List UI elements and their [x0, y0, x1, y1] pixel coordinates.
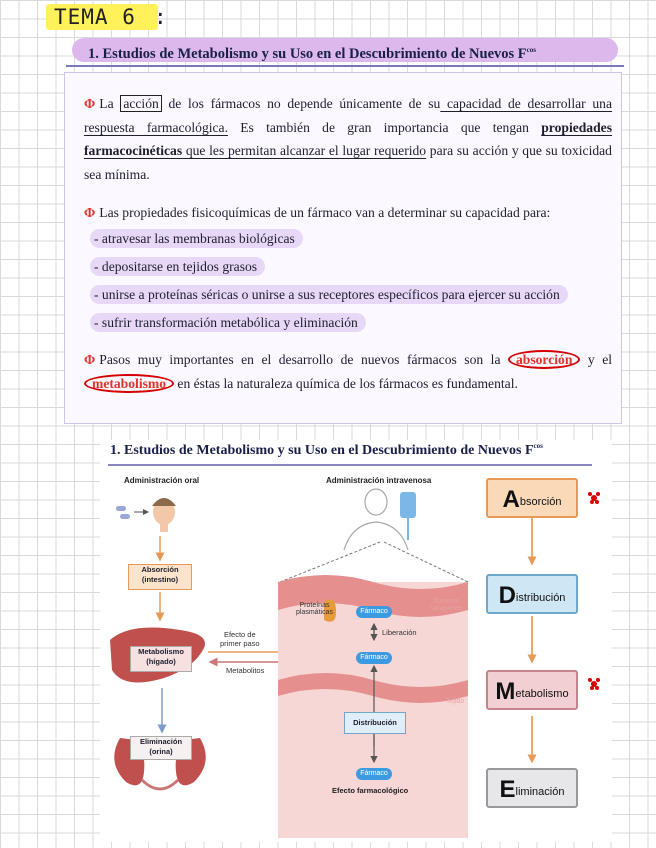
- adme-absorcion: [486, 478, 578, 518]
- tema-label: TEMA 6: [54, 5, 136, 29]
- phi-bullet-icon: Φ: [84, 96, 96, 111]
- p3-text-1: Pasos muy importantes en el desarrollo de nuevos fármacos son la: [99, 352, 508, 367]
- farmaco-pill: Fármaco: [356, 768, 392, 780]
- section-title: [72, 38, 618, 62]
- p2-text: Las propiedades fisicoquímicas de un fármaco van a determinar su capacidad para:: [99, 205, 551, 220]
- admin-oral-label: Administración oral: [124, 476, 200, 485]
- adme-metabolismo: [486, 670, 578, 710]
- p1-text-2: de los fármacos no depende únicamente de su: [161, 96, 441, 111]
- phi-bullet-icon: Φ: [84, 352, 96, 367]
- iv-bag-icon: [400, 492, 416, 540]
- adme-rest: etabolismo: [515, 688, 569, 700]
- p3-text-3: en éstas la naturaleza química de los fármacos es fundamental.: [174, 375, 518, 391]
- absorcion-box: Absorción (intestino): [128, 564, 192, 590]
- paragraph-accion: [84, 92, 612, 186]
- vessel-zoom: [278, 582, 468, 838]
- section-title-text: 1. Estudios de Metabolismo y su Uso en el Descubrimiento de Nuevos F: [88, 46, 527, 62]
- absorcion-circled: absorción: [508, 350, 580, 369]
- p1-text-3: Es también de gran importancia que tengan: [227, 119, 542, 135]
- figure-title-sup: cos: [533, 442, 543, 450]
- liberacion-label: Liberación: [382, 628, 417, 637]
- metabolitos-label: Metabolitos: [226, 666, 265, 675]
- adme-letter: M: [495, 678, 516, 705]
- adme-distribucion: [486, 574, 578, 614]
- list-item: - sufrir transformación metabólica y eliminación: [90, 313, 366, 332]
- adme-rest: bsorción: [519, 496, 562, 508]
- tema-highlight: [46, 4, 158, 30]
- adme-figure: [100, 440, 612, 842]
- adme-letter: D: [498, 582, 516, 609]
- pills-icon: [116, 506, 130, 519]
- head-icon: [152, 498, 176, 532]
- admin-iv-label: Administración intravenosa: [326, 476, 432, 485]
- adme-rest: istribución: [515, 592, 566, 604]
- tejido-label: Tejido: [446, 698, 465, 705]
- p1-underlined: capacidad de desarrollar una respuesta farmacológica.: [84, 96, 612, 135]
- distribucion-box: Distribución: [344, 712, 406, 734]
- list-item: - unirse a proteínas séricas o unirse a sus receptores específicos para ejercer su acción: [90, 285, 568, 304]
- person-iv-icon: [344, 489, 408, 550]
- paragraph-pasos: [84, 348, 612, 395]
- p3-text-2: y el: [580, 352, 613, 367]
- proteinas-label: Proteínas plasmáticas: [296, 602, 333, 616]
- adme-eliminacion: [486, 768, 578, 808]
- section-title-sup: cos: [526, 46, 536, 54]
- red-star-icon: [588, 678, 600, 690]
- efecto-primer-paso-label: Efecto de primer paso: [220, 630, 260, 648]
- title-rule: [66, 65, 624, 67]
- farmaco-pill: Fármaco: [356, 606, 392, 618]
- red-star-icon: [588, 492, 600, 504]
- p1-text-4: que les permitan alcanzar el lugar requerido: [182, 143, 427, 159]
- phi-bullet-icon: Φ: [84, 205, 96, 220]
- eliminacion-box: Eliminación (orina): [130, 736, 192, 760]
- metabolismo-box: Metabolismo (hígado): [130, 646, 192, 672]
- p1-bold-underlined: propiedades farmacocinéticas: [84, 119, 612, 159]
- adme-rest: liminación: [515, 786, 565, 798]
- torrente-label: Torrente sanguíneo: [430, 598, 463, 612]
- metabolismo-circled: metabolismo: [84, 374, 174, 393]
- accion-boxed: acción: [120, 95, 161, 112]
- efecto-farmacologico-label: Efecto farmacológico: [332, 786, 409, 795]
- adme-letter: E: [499, 776, 516, 803]
- farmaco-pill: Fármaco: [356, 652, 392, 664]
- list-item: - depositarse en tejidos grasos: [90, 257, 265, 276]
- figure-title-text: 1. Estudios de Metabolismo y su Uso en el Descubrimiento de Nuevos F: [110, 443, 534, 458]
- p1-text-5: para su acción y que su toxicidad sea mínima.: [84, 143, 612, 182]
- list-item: - atravesar las membranas biológicas: [90, 229, 303, 248]
- tema-colon: :: [154, 5, 167, 29]
- p1-text-1: La: [99, 96, 121, 111]
- adme-letter: A: [502, 486, 520, 513]
- paragraph-propiedades: [84, 201, 612, 225]
